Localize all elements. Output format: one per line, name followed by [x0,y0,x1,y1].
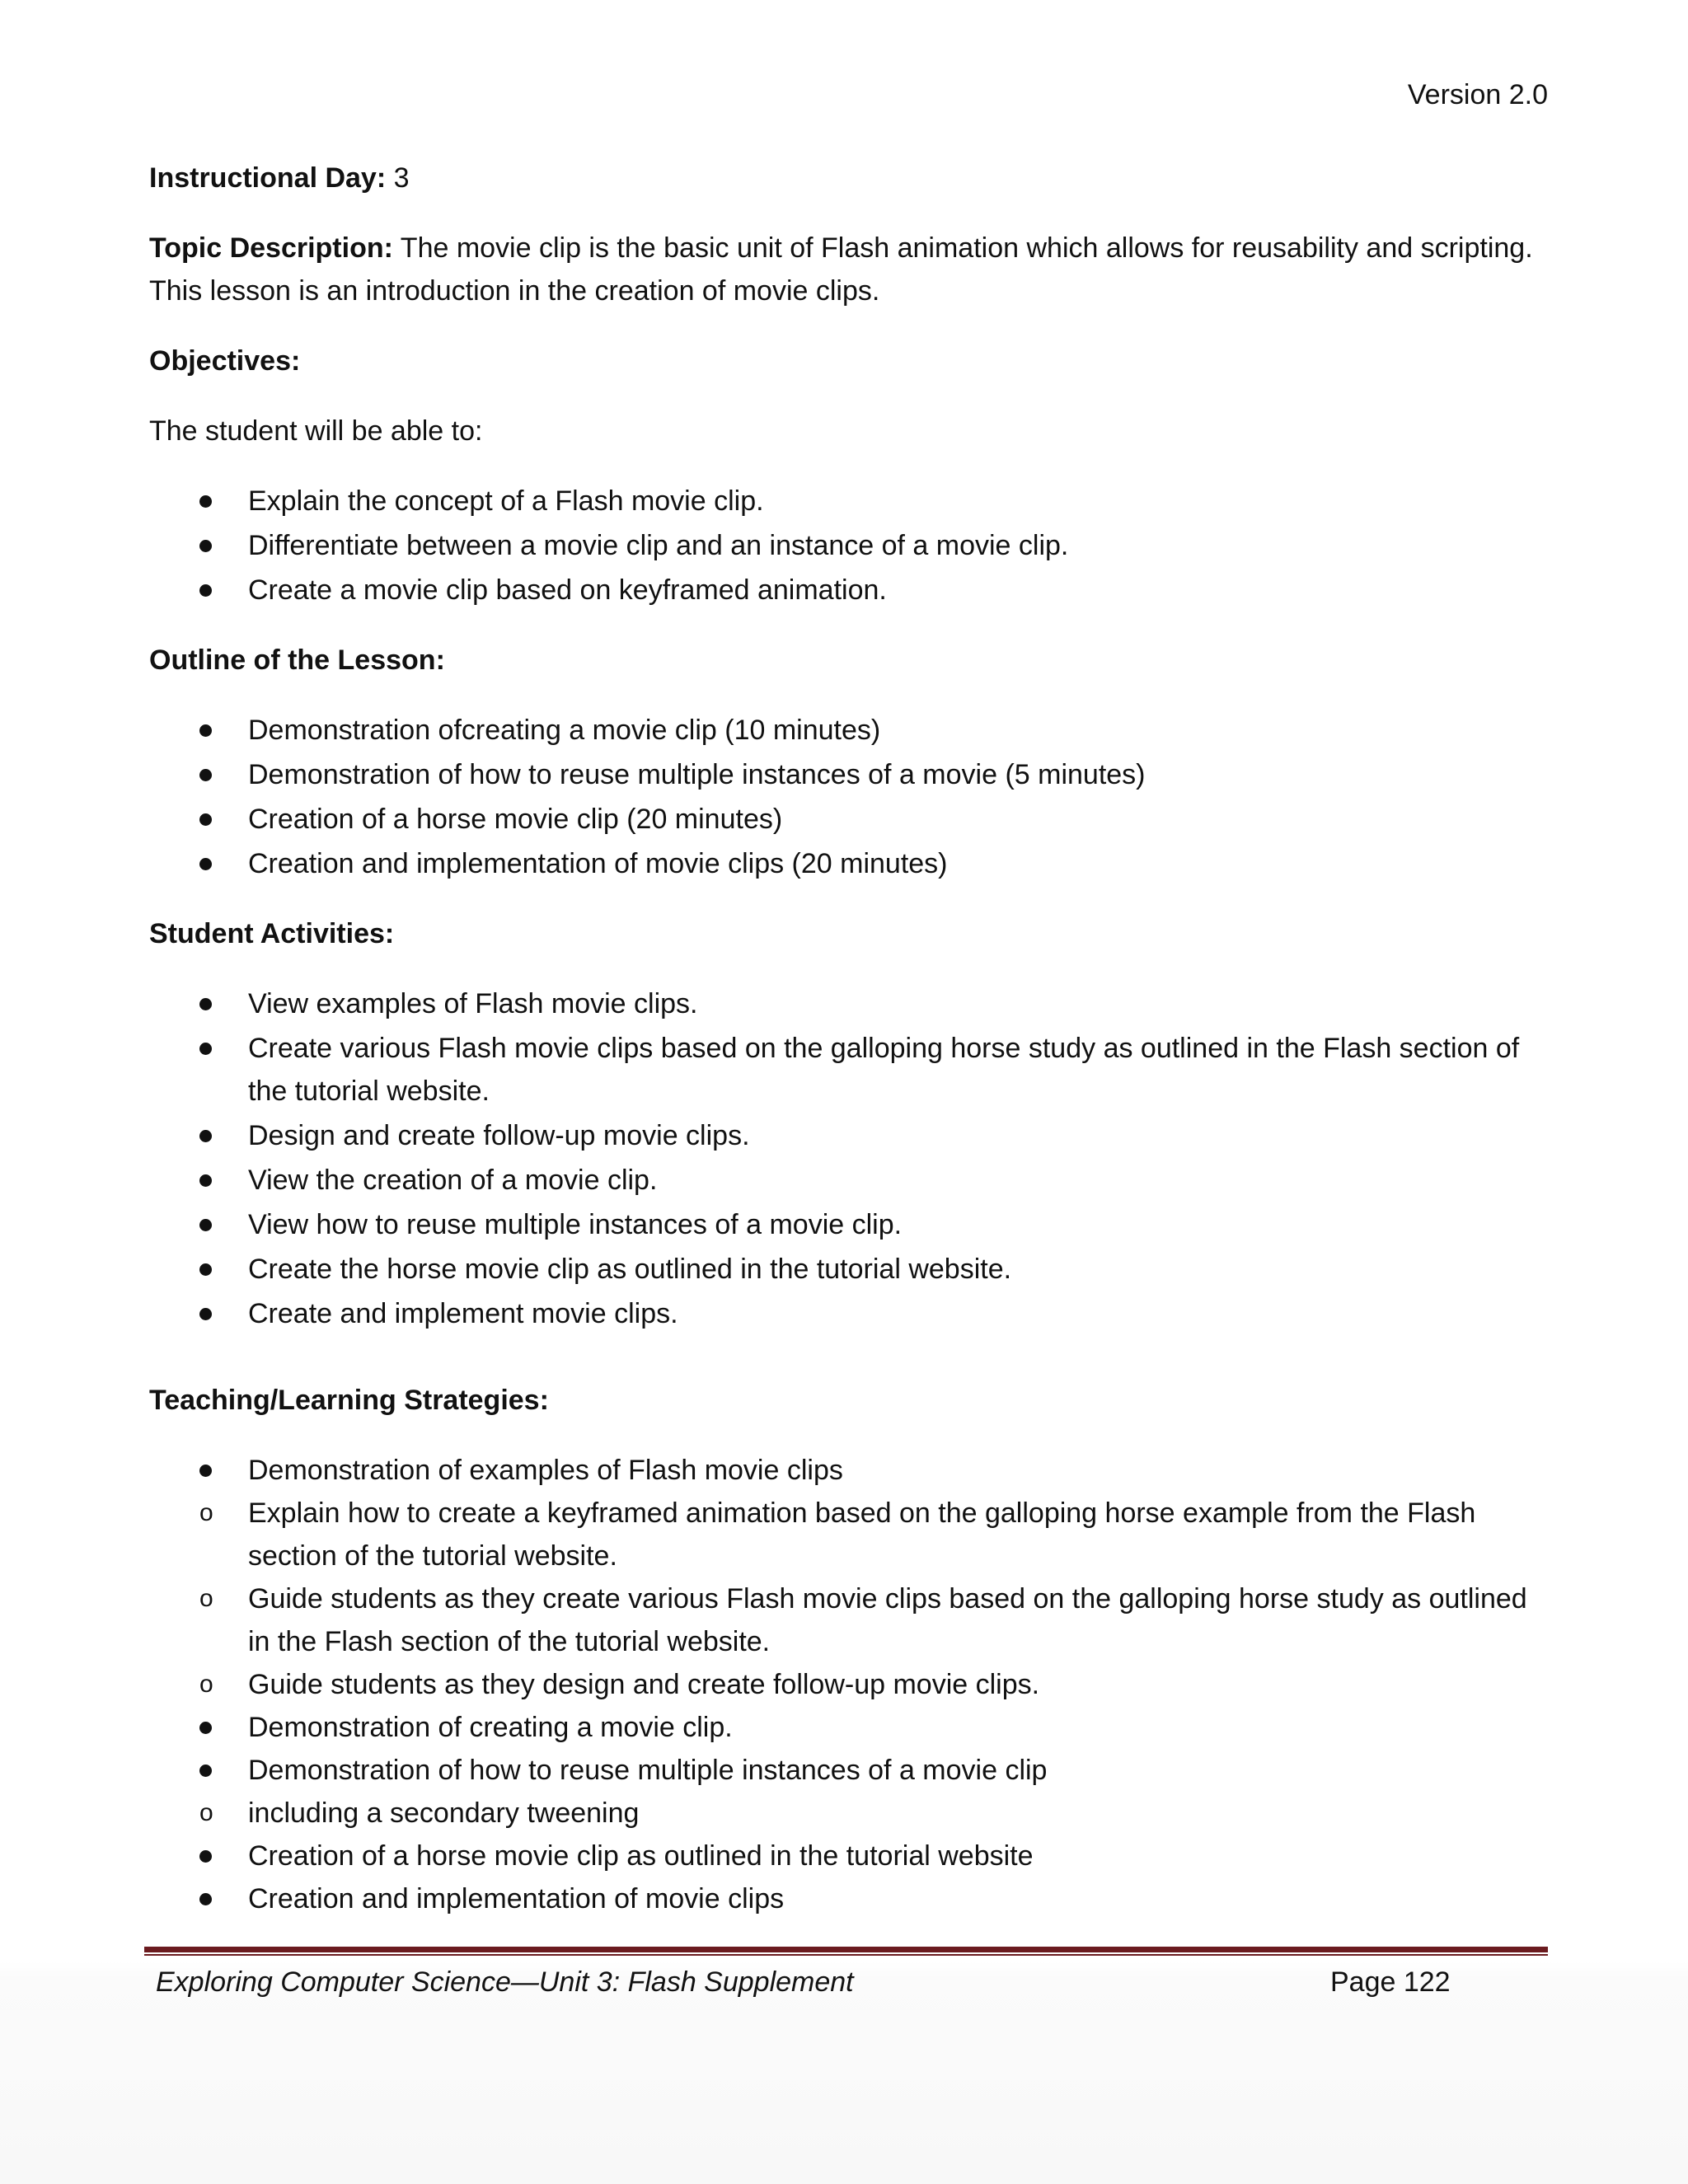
list-item-text: Demonstration of examples of Flash movie clips [248,1455,843,1486]
instructional-day [149,157,1542,199]
strategies-sublist [149,1492,1542,1706]
footer-rule [144,1947,1548,1957]
list-item: Creation of a horse movie clip as outlined in the tutorial website [149,1835,1542,1877]
list-item: Create a movie clip based on keyframed animation. [149,569,1542,612]
list-item: View examples of Flash movie clips. [149,982,1542,1025]
objectives-heading: Objectives: [149,345,301,377]
activities-heading: Student Activities: [149,918,395,949]
sublist-item: o Explain how to create a keyframed animation based on the galloping horse example from the Flash section of the tutorial website. [50,1492,1542,1577]
outline-heading: Outline of the Lesson: [149,644,445,676]
objectives-intro: The student will be able to: [149,415,483,447]
instructional-day-label: Instructional Day: [149,162,387,194]
footer-rule-thin [144,1954,1548,1956]
sublist-item: o Guide students as they create various Flash movie clips based on the galloping horse study as outlined in the Flash section of the tutorial website. [50,1577,1542,1663]
version-label: Version 2.0 [1407,79,1548,110]
sublist-item: o including a secondary tweening [50,1792,1542,1835]
list-item: Design and create follow-up movie clips. [149,1114,1542,1157]
list-item: Create various Flash movie clips based on the galloping horse study as outlined in the Flash section of the tutorial website. [149,1027,1542,1113]
section-spacer [149,1362,1542,1379]
lesson-content [149,157,1542,1947]
list-item [149,1449,1542,1492]
list-item: View the creation of a movie clip. [149,1159,1542,1202]
topic-description [149,227,1542,312]
strategies-list [149,1449,1542,1920]
list-item: Demonstration ofcreating a movie clip (10 minutes) [149,709,1542,752]
footer-title: Exploring Computer Science—Unit 3: Flash Supplement [156,1966,854,1998]
list-item: Demonstration of creating a movie clip. [149,1706,1542,1749]
sublist-item: o Guide students as they design and create follow-up movie clips. [50,1663,1542,1706]
list-item: Create and implement movie clips. [149,1292,1542,1335]
outline-list [149,709,1542,885]
list-item: View how to reuse multiple instances of a movie clip. [149,1203,1542,1246]
objectives-list [149,480,1542,612]
list-item: Demonstration of how to reuse multiple instances of a movie (5 minutes) [149,753,1542,796]
instructional-day-value: 3 [393,162,410,194]
topic-description-text: The movie clip is the basic unit of Flash animation which allows for reusability and scripting. This lesson is an introduction in the creation of movie clips. [149,232,1533,307]
activities-list [149,982,1542,1335]
sublist-container [149,1792,1542,1835]
list-item: Differentiate between a movie clip and an instance of a movie clip. [149,524,1542,567]
topic-description-label: Topic Description: [149,232,393,264]
strategies-sublist [149,1792,1542,1835]
page-number: Page 122 [1330,1966,1451,1998]
footer-rule-thick [144,1947,1548,1952]
sublist-container [149,1492,1542,1706]
list-item: Creation and implementation of movie clips (20 minutes) [149,842,1542,885]
list-item: Create the horse movie clip as outlined in the tutorial website. [149,1248,1542,1291]
list-item: Creation and implementation of movie clips [149,1877,1542,1920]
list-item: Explain the concept of a Flash movie clip. [149,480,1542,523]
strategies-heading: Teaching/Learning Strategies: [149,1385,549,1416]
list-item: Demonstration of how to reuse multiple instances of a movie clip [149,1749,1542,1792]
list-item: Creation of a horse movie clip (20 minutes) [149,798,1542,841]
